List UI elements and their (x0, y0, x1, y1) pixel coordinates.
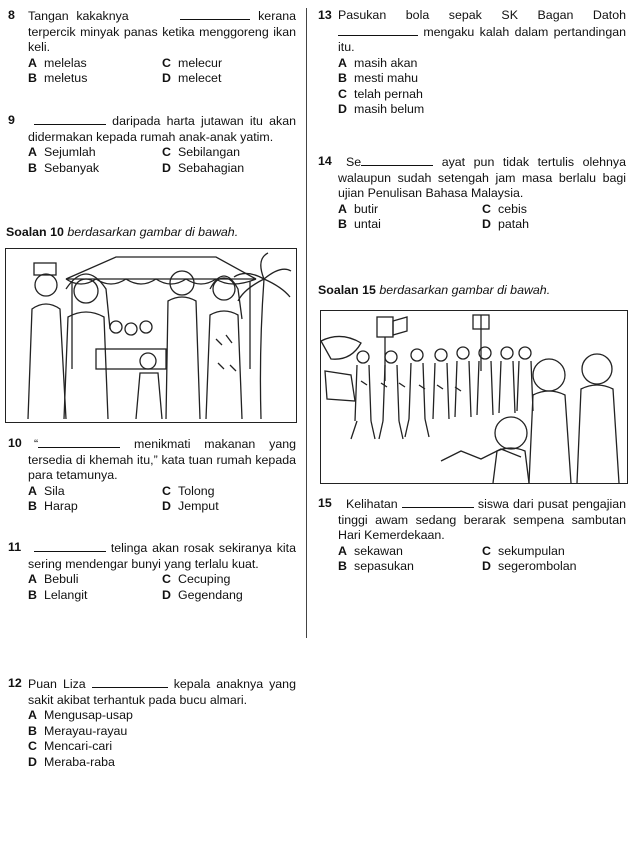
stem-text-after: telinga akan rosak sekiranya kita sering mendengar bunyi yang terlalu kuat. (28, 541, 296, 571)
option-d[interactable]: D Jemput (162, 499, 219, 513)
option-a[interactable]: A sekawan (338, 543, 403, 558)
question-14 (318, 154, 626, 233)
question-number: 11 (8, 540, 22, 554)
question-15 (318, 496, 626, 575)
question-13 (318, 8, 626, 118)
option-b[interactable]: B mesti mahu (338, 71, 419, 85)
question-10 (8, 436, 296, 515)
option-d[interactable]: D segerombolan (482, 559, 577, 573)
options (338, 544, 626, 575)
stem-text-after: kepala anaknya yang sakit akibat terhantuk pada bucu almari. (28, 677, 296, 707)
options (338, 202, 626, 233)
stem-text-after: siswa dari pusat pengajian tinggi awam sedang berarak sempena sambutan Hari Kemerdekaan. (338, 497, 626, 542)
option-a[interactable]: A masih akan (338, 55, 418, 70)
option-c[interactable]: C cebis (482, 201, 527, 216)
stem-text-before: Se (346, 155, 362, 169)
answer-blank[interactable] (34, 540, 106, 552)
option-b[interactable]: B untai (338, 217, 381, 231)
option-a[interactable]: A melelas (28, 55, 87, 70)
question-stem (8, 8, 296, 56)
question-number: 12 (8, 676, 22, 690)
question-8 (8, 8, 296, 87)
option-a[interactable]: A Bebuli (28, 572, 79, 586)
option-c[interactable]: C sekumpulan (482, 543, 565, 558)
question-number: 15 (318, 496, 332, 510)
option-c[interactable]: C telah pernah (338, 86, 423, 101)
answer-blank[interactable] (361, 154, 433, 166)
option-a[interactable]: A Sejumlah (28, 145, 96, 159)
question-stem (318, 8, 626, 56)
option-d[interactable]: D patah (482, 217, 530, 231)
options (338, 56, 626, 118)
options (28, 145, 296, 176)
option-c[interactable]: C melecur (162, 55, 223, 70)
tent-feast-illustration (6, 249, 296, 422)
stem-text-after: mengaku kalah dalam pertandingan itu. (338, 24, 626, 54)
option-d[interactable]: D melecet (162, 71, 222, 85)
option-b[interactable]: B Harap (28, 499, 78, 513)
answer-blank[interactable] (92, 676, 168, 688)
soalan-10-heading: Soalan 10 berdasarkan gambar di bawah. (6, 225, 239, 239)
question-stem (8, 540, 296, 572)
stem-text-before: Kelihatan (346, 497, 398, 511)
question-11 (8, 540, 296, 603)
option-b[interactable]: B Sebanyak (28, 160, 100, 175)
picture-tent-feast (5, 248, 297, 423)
question-stem (318, 496, 626, 544)
option-c[interactable]: C Sebilangan (162, 145, 241, 159)
option-b[interactable]: B sepasukan (338, 559, 414, 573)
answer-blank[interactable] (180, 8, 250, 20)
option-d[interactable]: D Meraba-raba (28, 754, 115, 769)
question-stem (8, 436, 296, 484)
open-quote: “ (34, 437, 39, 451)
answer-blank[interactable] (338, 24, 418, 36)
options (28, 484, 296, 515)
option-d[interactable]: D Sebahagian (162, 160, 245, 175)
question-stem (8, 676, 296, 708)
question-number: 14 (318, 154, 332, 168)
option-a[interactable]: A Mengusap-usap (28, 708, 133, 722)
parade-illustration (321, 311, 627, 483)
stem-text-after: kerana terpercik minyak panas ketika menggoreng ikan keli. (28, 9, 296, 54)
option-b[interactable]: B meletus (28, 71, 88, 85)
question-stem (318, 154, 626, 202)
option-d[interactable]: D Gegendang (162, 587, 243, 602)
question-number: 8 (8, 8, 15, 22)
options (28, 572, 296, 603)
question-number: 10 (8, 436, 22, 450)
stem-text-after: ayat pun tidak tertulis olehnya walaupun sudah setengah jam masa berlalu bagi ujian Penulisan Bahasa Malaysia. (338, 155, 626, 200)
soalan-15-heading: Soalan 15 berdasarkan gambar di bawah. (318, 283, 551, 297)
stem-text-before: Pasukan bola sepak SK Bagan Datoh (338, 8, 626, 22)
answer-blank[interactable] (402, 496, 474, 508)
option-d[interactable]: D masih belum (338, 102, 425, 116)
question-12 (8, 676, 296, 770)
answer-blank[interactable] (34, 113, 106, 125)
options (28, 56, 296, 87)
column-divider (306, 8, 307, 638)
answer-blank[interactable] (38, 436, 120, 448)
question-number: 13 (318, 8, 332, 22)
stem-text-after: daripada harta jutawan itu akan didermakan kepada rumah anak-anak yatim. (28, 114, 296, 144)
option-b[interactable]: B Lelangit (28, 587, 88, 602)
stem-text-before: Puan Liza (28, 677, 86, 691)
stem-text-before: Tangan kakaknya (28, 9, 129, 23)
stem-text-after: menikmati makanan yang tersedia di khemah itu,” kata tuan rumah kepada para tetamunya. (28, 437, 296, 482)
option-a[interactable]: A Sila (28, 483, 65, 498)
question-number: 9 (8, 113, 15, 127)
option-a[interactable]: A butir (338, 201, 379, 216)
question-stem (8, 113, 296, 145)
option-c[interactable]: C Mencari-cari (28, 739, 113, 753)
option-b[interactable]: B Merayau-rayau (28, 723, 128, 738)
picture-parade (320, 310, 628, 484)
options (28, 708, 296, 770)
option-c[interactable]: C Tolong (162, 483, 215, 498)
option-c[interactable]: C Cecuping (162, 572, 231, 586)
question-9 (8, 113, 296, 176)
